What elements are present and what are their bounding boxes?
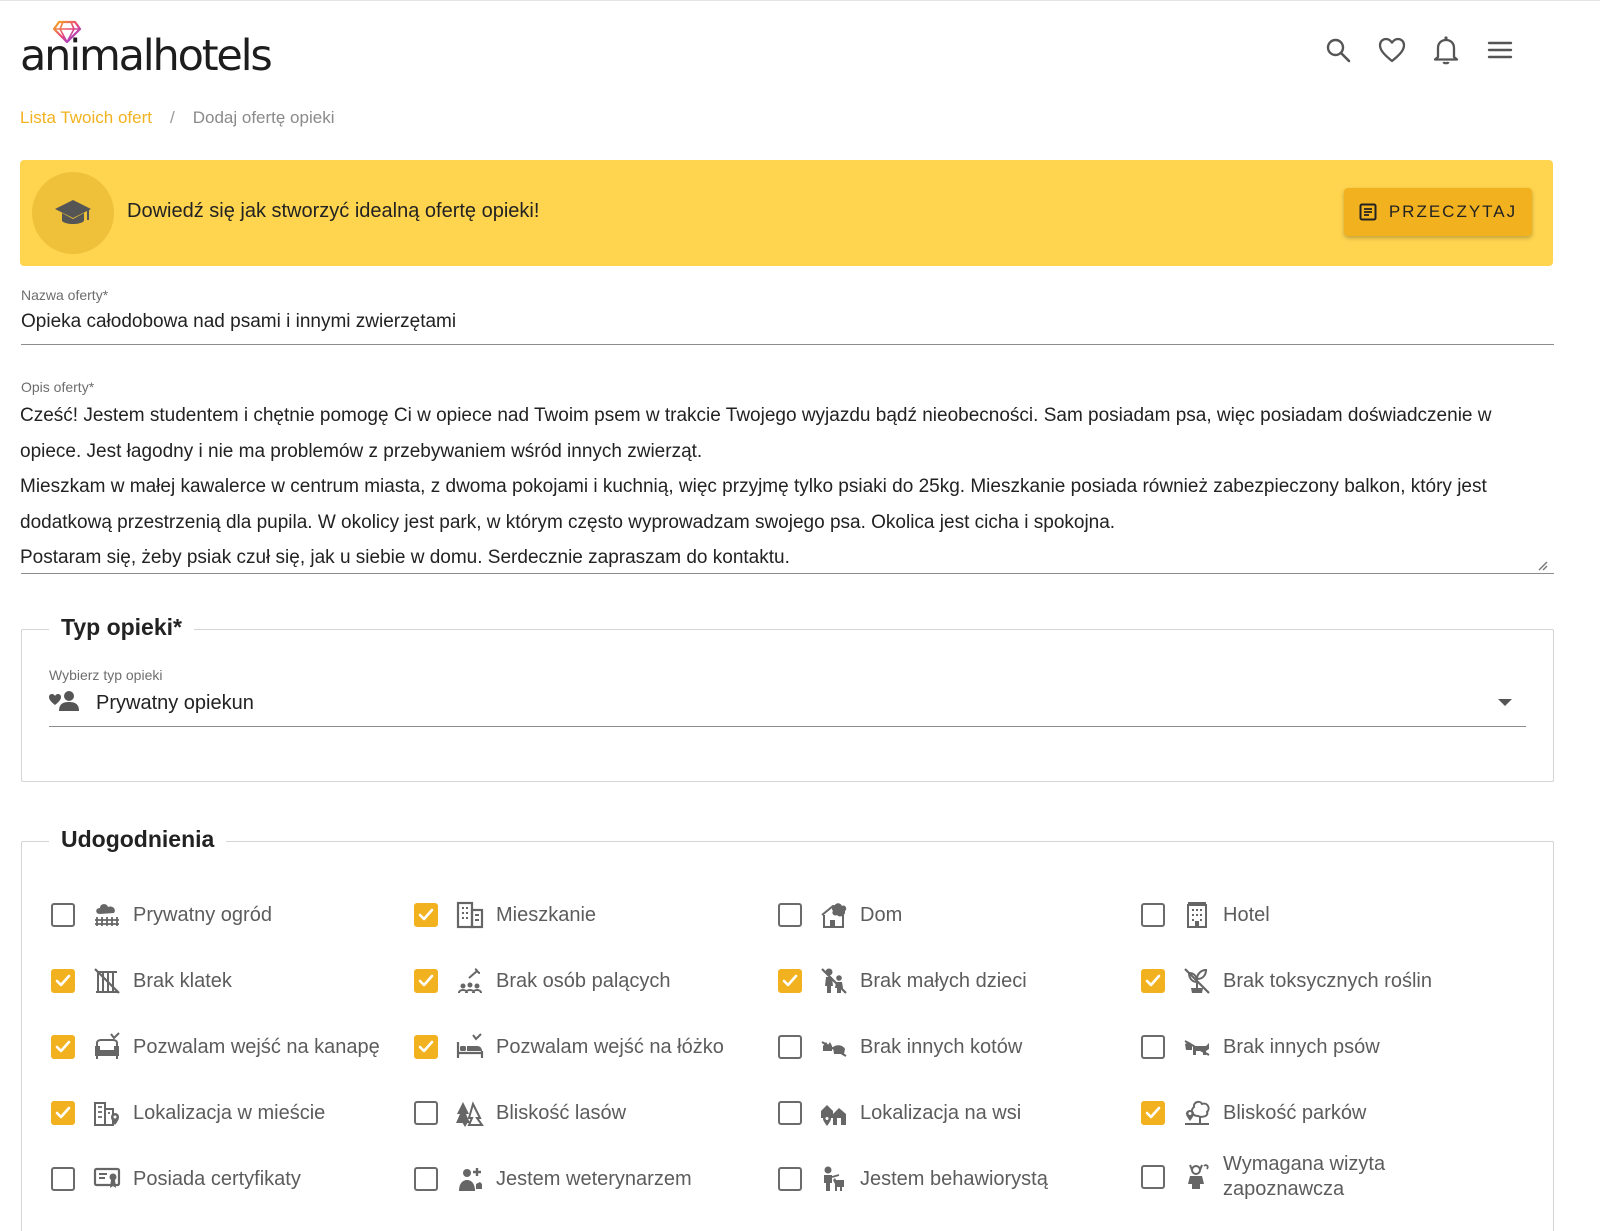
amenity-sofa[interactable] [51,1032,380,1062]
hotel-icon [1182,900,1212,930]
amenity-label: Pozwalam wejść na kanapę [133,1035,380,1058]
certificate-icon [92,1164,122,1194]
city-location-icon [92,1098,122,1128]
amenity-intro-visit[interactable] [1141,1152,1423,1202]
caregiver-heart-icon [49,690,81,712]
amenity-certificate[interactable] [51,1164,301,1194]
care-type-select[interactable]: Prywatny opiekun [96,692,254,714]
checkmark-icon [55,1106,71,1120]
offer-description-textarea[interactable] [20,398,1540,576]
village-icon [819,1098,849,1128]
no-cage-icon [92,966,122,996]
read-button[interactable] [1344,188,1532,236]
bed-icon [455,1032,485,1062]
amenity-label: Brak toksycznych roślin [1223,969,1432,992]
amenity-checkbox[interactable] [414,1035,438,1059]
behaviorist-icon [819,1164,849,1194]
amenity-label: Mieszkanie [496,903,597,926]
amenity-no-cats[interactable] [778,1032,1022,1062]
amenity-checkbox[interactable] [414,1101,438,1125]
amenity-label: Brak klatek [133,969,232,992]
amenity-checkbox[interactable] [778,1101,802,1125]
checkmark-icon [418,974,434,988]
amenity-label: Lokalizacja na wsi [860,1101,1022,1124]
amenity-checkbox[interactable] [1141,1165,1165,1189]
breadcrumb-separator: / [169,108,175,127]
amenity-label: Jestem weterynarzem [496,1167,692,1190]
no-smoking-icon [455,966,485,996]
dropdown-arrow-icon[interactable] [1498,699,1512,706]
checkmark-icon [1145,974,1161,988]
amenity-checkbox[interactable] [778,1167,802,1191]
info-banner [20,160,1553,266]
amenity-checkbox[interactable] [1141,969,1165,993]
graduation-cap-icon [32,172,114,254]
veterinarian-icon [455,1164,485,1194]
menu-icon[interactable] [1486,34,1514,66]
amenity-checkbox[interactable] [1141,1101,1165,1125]
forest-icon [455,1098,485,1128]
amenity-checkbox[interactable] [51,1035,75,1059]
park-icon [1182,1098,1212,1128]
offer-description-underline [21,573,1554,574]
care-type-underline [49,726,1526,727]
no-toxic-plants-icon [1182,966,1212,996]
amenity-checkbox[interactable] [778,1035,802,1059]
garden-icon [92,900,122,930]
amenity-label: Brak małych dzieci [860,969,1027,992]
checkmark-icon [1145,1106,1161,1120]
amenity-checkbox[interactable] [414,903,438,927]
amenity-checkbox[interactable] [1141,1035,1165,1059]
amenity-label: Prywatny ogród [133,903,272,926]
amenity-checkbox[interactable] [51,903,75,927]
no-cats-icon [819,1032,849,1062]
checkmark-icon [55,974,71,988]
amenity-checkbox[interactable] [778,969,802,993]
checkmark-icon [782,974,798,988]
amenity-label: Bliskość lasów [496,1101,627,1124]
checkmark-icon [55,1040,71,1054]
resize-handle-icon[interactable] [1537,560,1548,571]
amenity-park[interactable] [1141,1098,1366,1128]
amenity-checkbox[interactable] [778,903,802,927]
amenity-checkbox[interactable] [1141,903,1165,927]
amenity-bed[interactable] [414,1032,724,1062]
amenity-no-smoking[interactable] [414,966,671,996]
offer-name-underline [21,344,1554,345]
house-icon [819,900,849,930]
amenity-city-location[interactable] [51,1098,325,1128]
amenity-label: Brak innych kotów [860,1035,1023,1058]
amenity-label: Brak innych psów [1223,1035,1380,1058]
amenity-house[interactable] [778,900,902,930]
checkmark-icon [418,1040,434,1054]
amenity-village[interactable] [778,1098,1021,1128]
offer-name-input[interactable]: Opieka całodobowa nad psami i innymi zwierzętami [21,311,457,332]
amenity-apartment[interactable] [414,900,596,930]
care-type-select-label: Wybierz typ opieki [49,667,163,683]
logo[interactable] [20,14,271,81]
intro-visit-icon [1182,1162,1212,1192]
heart-icon[interactable] [1378,34,1406,66]
amenity-no-dogs[interactable] [1141,1032,1380,1062]
amenity-no-children[interactable] [778,966,1027,996]
no-dogs-icon [1182,1032,1212,1062]
search-icon[interactable] [1324,34,1352,66]
amenity-forest[interactable] [414,1098,626,1128]
checkmark-icon [418,908,434,922]
apartment-icon [455,900,485,930]
description-paragraph: Mieszkam w małej kawalerce w centrum miasta, z dwoma pokojami i kuchnią, więc przyjmę tylko psiaki do 25kg. Mieszkanie posiada również zabezpieczony balkon, który jest dodatkową przestrzenią dla pupila. W okolicy jest park, w którym często wyprowadzam swojego psa. Okolica jest cicha i spokojna. [20,476,1487,533]
breadcrumb-offers-link[interactable]: Lista Twoich ofert [20,108,152,127]
offer-description-label: Opis oferty* [21,379,95,395]
article-icon [1359,203,1377,221]
amenity-label: Posiada certyfikaty [133,1167,301,1190]
no-children-icon [819,966,849,996]
amenity-hotel[interactable] [1141,900,1270,930]
logo-text: animalhotels [20,31,271,81]
amenity-label: Hotel [1223,903,1270,926]
breadcrumb [20,108,334,128]
banner-text: Dowiedź się jak stworzyć idealną ofertę opieki! [127,200,540,222]
amenity-garden[interactable] [51,900,272,930]
amenity-label: Dom [860,903,903,926]
amenity-label: Pozwalam wejść na łóżko [496,1035,724,1058]
amenity-checkbox[interactable] [51,969,75,993]
amenity-label: Lokalizacja w mieście [133,1101,326,1124]
amenity-veterinarian[interactable] [414,1164,692,1194]
care-type-title: Typ opieki* [49,614,194,641]
header-actions [1324,34,1514,66]
amenities-title: Udogodnienia [49,826,226,853]
amenity-checkbox[interactable] [51,1167,75,1191]
bell-icon[interactable] [1432,34,1460,66]
amenity-label: Brak osób palących [496,969,671,992]
description-paragraph: Postaram się, żeby psiak czuł się, jak u siebie w domu. Serdecznie zapraszam do kontaktu. [20,547,790,569]
amenity-checkbox[interactable] [414,1167,438,1191]
breadcrumb-current: Dodaj ofertę opieki [192,108,335,127]
amenity-checkbox[interactable] [51,1101,75,1125]
description-paragraph: Cześć! Jestem studentem i chętnie pomogę Ci w opiece nad Twoim psem w trakcie Twojego wyjazdu bądź nieobecności. Sam posiadam psa, więc posiadam doświadczenie w opiece. Jest łagodny i nie ma problemów z przebywaniem wśród innych zwierząt. [20,405,1492,462]
sofa-icon [92,1032,122,1062]
amenity-label: Jestem behawiorystą [860,1167,1048,1190]
top-divider [0,0,1600,1]
amenity-no-toxic-plants[interactable] [1141,966,1432,996]
amenity-label: Bliskość parków [1223,1101,1367,1124]
amenity-checkbox[interactable] [414,969,438,993]
offer-name-label: Nazwa oferty* [21,287,109,303]
amenity-no-cage[interactable] [51,966,232,996]
read-button-label: PRZECZYTAJ [1388,202,1518,221]
amenity-label: Wymagana wizyta zapoznawcza [1223,1153,1386,1200]
amenity-behaviorist[interactable] [778,1164,1048,1194]
